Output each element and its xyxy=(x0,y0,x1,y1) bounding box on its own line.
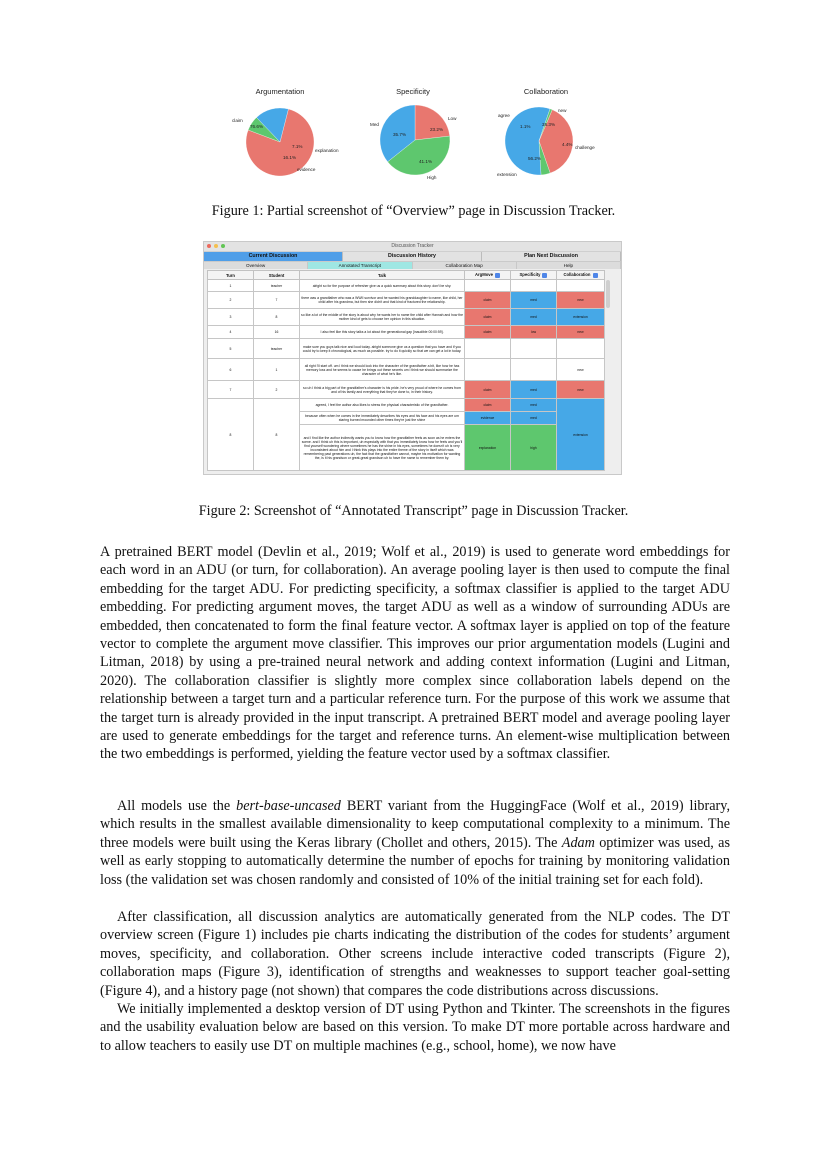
col-collaboration[interactable]: Collaboration xyxy=(557,271,605,280)
pie-percent: 16.1% xyxy=(283,155,297,160)
col-turn: Turn xyxy=(208,271,254,280)
dropdown-icon[interactable] xyxy=(542,273,547,278)
pie-percent: 41.1% xyxy=(419,159,433,164)
pie-title: Collaboration xyxy=(523,87,569,96)
pie-percent: 23.2% xyxy=(430,127,444,132)
table-row[interactable]: and I find like the author indirectly wants you to know how the grandfather feels as soon as he enters the scene. and I think uh this is important, uh especially with that you immediately know how he feels and you'll find yourself wondering where sometimes he has the shine in his eyes, sometimes he doesn't uh is very inconsistent about him and I think this plays into the entire theme of the story in itself which was remembering past generations uh, the fact that the grandfather cannot, maybe his motivation for wanting the, is it his grandson or great-great grandson uh to have the name to remember them by. explanation high xyxy=(208,425,605,471)
transcript-table xyxy=(207,270,605,471)
dropdown-icon[interactable] xyxy=(593,273,598,278)
pie-percent: 76.6% xyxy=(250,124,264,129)
figure-1-caption: Figure 1: Partial screenshot of “Overview” page in Discussion Tracker. xyxy=(211,203,616,219)
pie-title: Specificity xyxy=(396,87,430,96)
subtab-annotated-transcript[interactable]: Annotated Transcript xyxy=(308,262,412,269)
pie-label: challenge xyxy=(575,145,595,150)
table-row[interactable]: 2 7 there was a grandfather who was a WWII survivor and he wanted his granddaughter to name, like child, her child after his grandma, but then she didn't and that kind of fractured the relationship. claim med new xyxy=(208,292,605,309)
col-student: Student xyxy=(254,271,300,280)
scrollbar[interactable] xyxy=(606,280,610,308)
close-icon[interactable] xyxy=(207,244,211,248)
col-argmove[interactable]: ArgMove xyxy=(465,271,511,280)
tab-current-discussion[interactable]: Current Discussion xyxy=(204,252,343,261)
pie-label: Med xyxy=(370,122,379,127)
col-talk: Talk xyxy=(300,271,465,280)
pie-percent: 7.1% xyxy=(292,144,303,149)
window-title: Discussion Tracker xyxy=(391,243,434,249)
table-row[interactable]: 8 8 agreed, I feel the author also likes to stress the physical characteristic of the grandfather. claim med extension xyxy=(208,399,605,412)
pie-label: new xyxy=(558,108,567,113)
subtab-help[interactable]: Help xyxy=(517,262,621,269)
annotated-transcript-window xyxy=(203,241,622,475)
table-row[interactable]: 3 8 so like a lot of the middle of the story is about why he wants her to name the child after Hannah and how the mother kind of gets to choose her opinion in this situation. claim med extension xyxy=(208,309,605,326)
paragraph-implementation: We initially implemented a desktop version of DT using Python and Tkinter. The screenshots in the figures and the usability evaluation below are based on this version. To make DT more portable across hardware and to allow teachers to easily use DT on multiple machines (e.g., school, home), we now have xyxy=(100,1001,730,1054)
pie-label: High xyxy=(427,175,437,180)
pie-label: evidence xyxy=(297,167,316,172)
dropdown-icon[interactable] xyxy=(495,273,500,278)
maximize-icon[interactable] xyxy=(221,244,225,248)
pie-title: Argumentation xyxy=(255,87,305,96)
pie-label: agree xyxy=(498,113,510,118)
paragraph-analytics: After classification, all discussion analytics are automatically generated from the NLP codes. The DT overview screen (Figure 1) includes pie charts indicating the distribution of the codes for students’ argument moves, specificity, and collaboration. Other screens include interactive coded transcripts (Figure 2), collaboration maps (Figure 3), identification of strengths and weaknesses to support teacher goal-setting (Figure 4), and a history page (not shown) that compares the code distributions across discussions. xyxy=(100,909,730,999)
subtab-collaboration-map[interactable]: Collaboration Map xyxy=(413,262,517,269)
table-row[interactable]: 5 teacher make sure you guys talk nice and loud today. alright someone give us a question that you have and if you could try to keep it chronological, as much as possible. try to do it quickly so that we can get a lot in today. xyxy=(208,339,605,359)
table-row[interactable]: 7 2 so uh I think a big part of the grandfather's character is his pride. he's very proud of where he comes from and of his family and everything that they've done to, in their history. claim med new xyxy=(208,381,605,399)
figure-2-caption: Figure 2: Screenshot of “Annotated Transcript” page in Discussion Tracker. xyxy=(198,503,629,519)
pie-slice-low xyxy=(415,105,450,140)
pie-label: Low xyxy=(448,116,457,121)
pie-percent: 56.2% xyxy=(528,156,542,161)
subtab-overview[interactable]: Overview xyxy=(204,262,308,269)
table-row[interactable]: because often when he comes in the immediately describes his eyes and his face and his eyes are um staring burned mounded other times they're just the shine evidence med xyxy=(208,412,605,425)
table-row[interactable]: 4 16 I also feel like this story talks a lot about the generational gap [inaudible 00:00:59]. claim low new xyxy=(208,326,605,339)
table-row[interactable]: 6 1 all right I'll start off. um I think we should look into the character of the grandfather a bit, like how he has memory loss and he seems to cause he brings out these secrets um I think we should summarize the character of what he's like. new xyxy=(208,359,605,381)
pie-label: explanation xyxy=(315,148,339,153)
pie-percent: 35.7% xyxy=(393,132,407,137)
table-row[interactable]: 1 teacher alright so for the purpose of refresher give us a quick summary about this story. don't be shy. xyxy=(208,280,605,292)
pie-percent: 4.4% xyxy=(562,142,573,147)
paragraph-bert-model: A pretrained BERT model (Devlin et al., 2019; Wolf et al., 2019) is used to generate word embeddings for each word in an ADU (or turn, for collaboration). An average pooling layer is then used to compute the final embedding for the target ADU. For predicting specificity, a softmax classifier is applied to the target ADU embedding. For predicting argument moves, the target ADU as well as a window of surrounding ADUs are embedded, then concatenated to form the final feature vector. A softmax layer is applied on top of the feature vector to complete the argument move classifier. This improves our prior argumentation models (Lugini and Litman, 2018) by using a pre-trained neural network and adding context information (Lugini and Litman, 2020). The collaboration classifier is slightly more complex since collaboration labels depend on the relationship between a target turn and a particular reference turn. For the purpose of this work we assume that the target turn is already provided in the input transcript. A pretrained BERT model and average pooling layer are used to generate embeddings for the target and reference turns. An element-wise multiplication between the two embeddings is performed, yielding the feature vector used by a softmax classifier. xyxy=(100,544,730,763)
col-specificity[interactable]: Specificity xyxy=(511,271,557,280)
pie-label: extension xyxy=(497,172,517,177)
minimize-icon[interactable] xyxy=(214,244,218,248)
pie-percent: 38.3% xyxy=(542,122,556,127)
pie-label: claim xyxy=(232,118,243,123)
pie-percent: 1.1% xyxy=(520,124,531,129)
overview-pie-charts xyxy=(220,84,610,186)
tab-discussion-history[interactable]: Discussion History xyxy=(343,252,482,261)
paragraph-models: All models use the bert-base-uncased BERT variant from the HuggingFace (Wolf et al., 2019) library, which results in the smallest available dimensionality to keep computational complexity to a minimum. The three models were built using the Keras library (Chollet and others, 2015). The Adam optimizer was used, as well as early stopping to automatically determine the number of epochs for training by monitoring validation loss (the validation set was chosen randomly and consisted of 10% of the initial training set for each fold). xyxy=(100,798,730,888)
window-titlebar xyxy=(204,242,621,252)
tab-plan-next-discussion[interactable]: Plan Next Discussion xyxy=(482,252,621,261)
